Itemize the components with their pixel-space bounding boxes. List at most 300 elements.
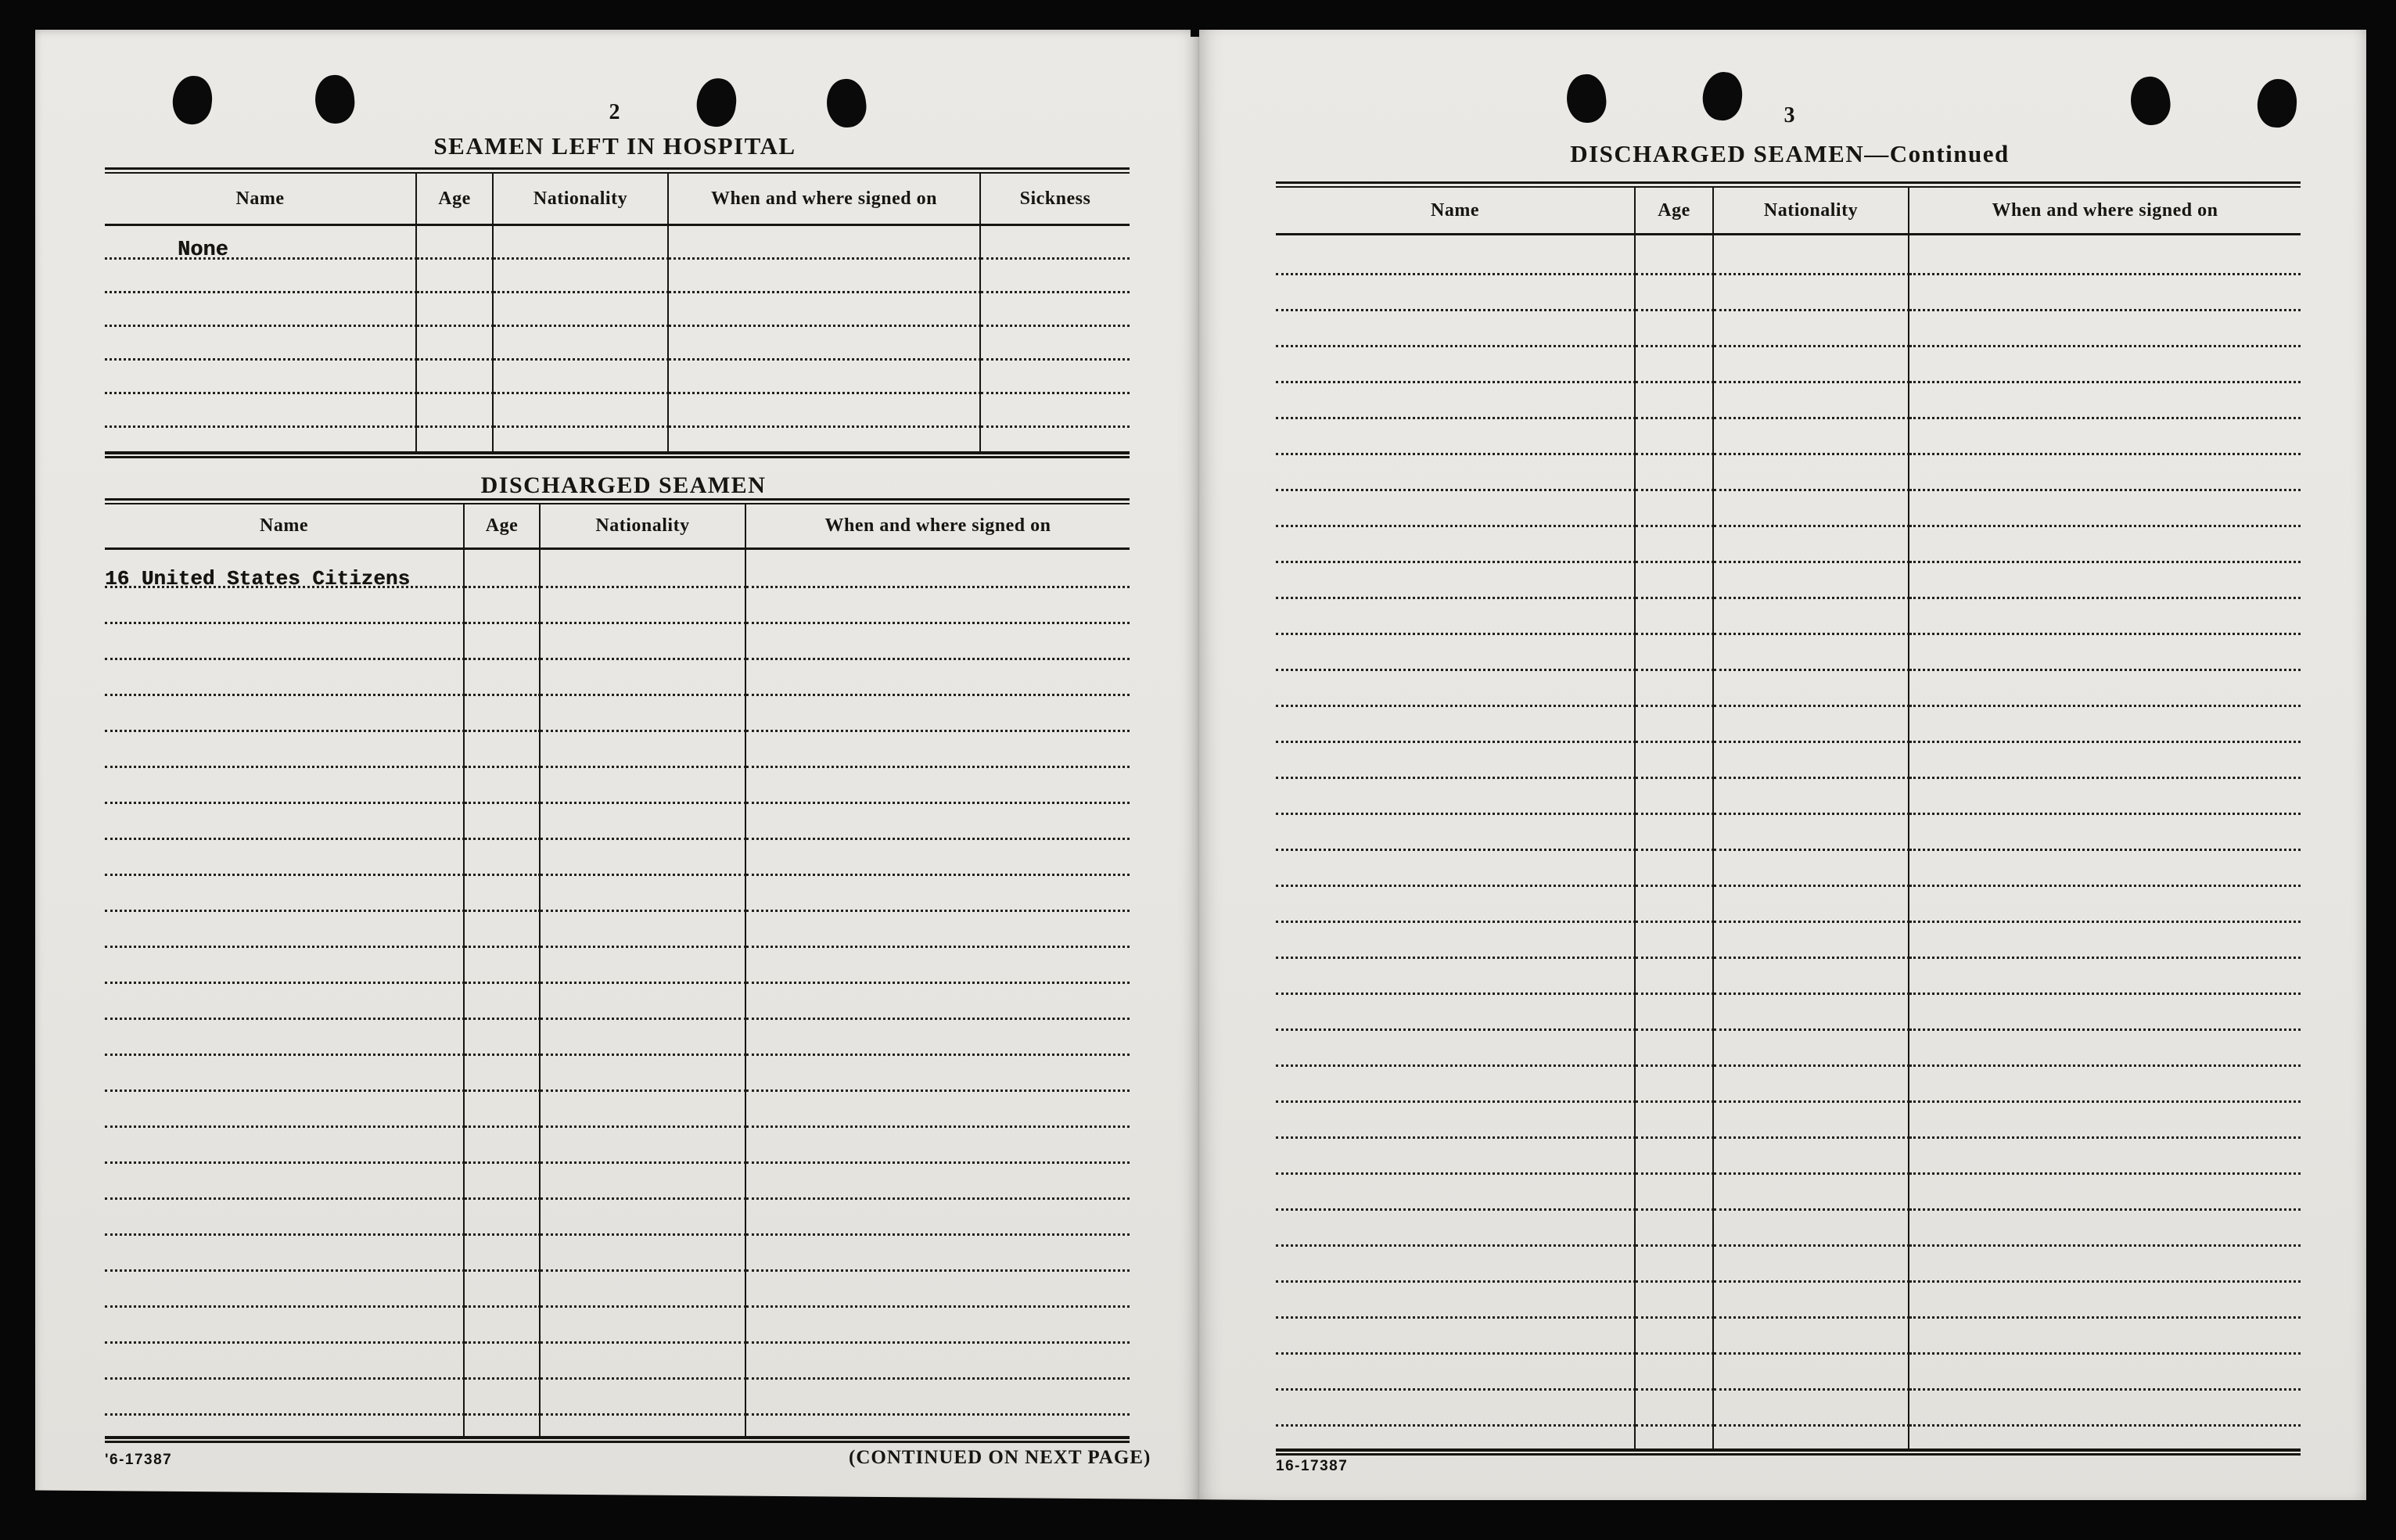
table-cell bbox=[1276, 347, 1636, 383]
column-header-nationality bbox=[541, 504, 746, 550]
table-row bbox=[1276, 1031, 2301, 1067]
table-cell bbox=[1909, 635, 2301, 671]
table-cell bbox=[746, 1272, 1130, 1308]
table-cell bbox=[541, 1200, 746, 1236]
table-cell bbox=[1714, 959, 1909, 995]
table-row bbox=[1276, 1175, 2301, 1211]
table-cell bbox=[1636, 995, 1714, 1031]
table-cell bbox=[1636, 419, 1714, 455]
table-cell bbox=[1909, 527, 2301, 563]
table-cell bbox=[1714, 1031, 1909, 1067]
table-cell bbox=[1276, 671, 1636, 707]
table-cell bbox=[105, 948, 465, 984]
table-filler-row bbox=[1276, 1427, 2301, 1448]
table-cell bbox=[1714, 887, 1909, 923]
table-row bbox=[105, 660, 1130, 696]
table-cell bbox=[1714, 743, 1909, 779]
table-cell bbox=[1909, 1247, 2301, 1283]
table-row bbox=[105, 1308, 1130, 1344]
table-row bbox=[1276, 779, 2301, 815]
table-cell bbox=[1636, 455, 1714, 491]
table-row bbox=[1276, 1319, 2301, 1355]
table-cell bbox=[1909, 1067, 2301, 1103]
table-cell bbox=[1714, 383, 1909, 419]
table-cell bbox=[1909, 887, 2301, 923]
table-row bbox=[1276, 235, 2301, 275]
table-cell bbox=[465, 732, 541, 768]
table-cell bbox=[1636, 887, 1714, 923]
table-cell bbox=[541, 1308, 746, 1344]
table-cell bbox=[1276, 275, 1636, 311]
table-row bbox=[1276, 1283, 2301, 1319]
table-cell bbox=[981, 260, 1130, 293]
table-cell bbox=[981, 394, 1130, 428]
table-cell bbox=[465, 588, 541, 624]
table-cell bbox=[1276, 923, 1636, 959]
table-row bbox=[1276, 815, 2301, 851]
table-row bbox=[105, 361, 1130, 394]
table-row bbox=[1276, 563, 2301, 599]
table-row bbox=[1276, 1247, 2301, 1283]
table-cell bbox=[1276, 419, 1636, 455]
table-cell bbox=[1714, 1175, 1909, 1211]
table-filler-row bbox=[105, 1416, 1130, 1436]
table-cell bbox=[494, 293, 669, 327]
table-row bbox=[105, 1020, 1130, 1056]
seamen-left-in-hospital-table bbox=[105, 167, 1130, 458]
table-cell bbox=[105, 1308, 465, 1344]
table-cell bbox=[1909, 311, 2301, 347]
table-cell bbox=[541, 876, 746, 912]
table-cell bbox=[105, 1056, 465, 1092]
table-row bbox=[1276, 599, 2301, 635]
table-cell bbox=[1909, 419, 2301, 455]
column-header-name bbox=[1276, 188, 1636, 235]
column-header-label: Name bbox=[1431, 199, 1479, 221]
punch-hole bbox=[694, 76, 739, 129]
table-row bbox=[1276, 419, 2301, 455]
table-cell bbox=[494, 394, 669, 428]
table-cell bbox=[541, 588, 746, 624]
punch-hole bbox=[824, 77, 868, 130]
table-cell bbox=[1276, 1139, 1636, 1175]
table-row bbox=[105, 696, 1130, 732]
table-cell bbox=[465, 696, 541, 732]
table-cell bbox=[1636, 779, 1714, 815]
table-row bbox=[105, 984, 1130, 1020]
table-cell bbox=[1636, 959, 1714, 995]
table-cell bbox=[105, 768, 465, 804]
table-row bbox=[105, 327, 1130, 361]
table-cell bbox=[1909, 815, 2301, 851]
table-cell bbox=[417, 327, 494, 361]
table-row bbox=[105, 260, 1130, 293]
column-header-name bbox=[105, 174, 417, 226]
table-cell bbox=[746, 804, 1130, 840]
table-cell bbox=[105, 327, 417, 361]
table-cell bbox=[1276, 779, 1636, 815]
table-cell bbox=[1276, 1067, 1636, 1103]
table-cell bbox=[1714, 527, 1909, 563]
table-cell bbox=[541, 1128, 746, 1164]
table-cell bbox=[746, 1092, 1130, 1128]
table-row bbox=[1276, 851, 2301, 887]
table-row bbox=[1276, 635, 2301, 671]
table-cell bbox=[1714, 635, 1909, 671]
continued-table-title: DISCHARGED SEAMEN—Continued bbox=[1570, 140, 2010, 167]
table-cell bbox=[1909, 1139, 2301, 1175]
table-cell bbox=[105, 588, 465, 624]
table-cell bbox=[669, 394, 981, 428]
table-cell bbox=[1714, 1355, 1909, 1391]
table-cell bbox=[105, 1092, 465, 1128]
table-cell bbox=[1636, 563, 1714, 599]
table-cell bbox=[1909, 275, 2301, 311]
punch-hole bbox=[171, 74, 214, 127]
table-cell bbox=[1714, 491, 1909, 527]
table-cell bbox=[1714, 1391, 1909, 1427]
table-cell bbox=[1714, 1247, 1909, 1283]
table-cell bbox=[1636, 383, 1714, 419]
table-cell bbox=[1276, 1031, 1636, 1067]
column-header-nationality bbox=[494, 174, 669, 226]
table-cell bbox=[465, 1272, 541, 1308]
table-cell bbox=[465, 1308, 541, 1344]
table-cell bbox=[541, 804, 746, 840]
table-cell bbox=[105, 1128, 465, 1164]
page-number: 2 bbox=[609, 100, 621, 124]
table-cell bbox=[1276, 235, 1636, 275]
table-cell bbox=[746, 1236, 1130, 1272]
table-cell bbox=[746, 696, 1130, 732]
table-cell bbox=[465, 804, 541, 840]
table-cell bbox=[746, 550, 1130, 588]
table-cell bbox=[1714, 995, 1909, 1031]
table-row bbox=[105, 394, 1130, 428]
table-row bbox=[1276, 1103, 2301, 1139]
table-cell bbox=[105, 912, 465, 948]
table-cell bbox=[417, 361, 494, 394]
table-filler-row bbox=[105, 428, 1130, 451]
table-cell bbox=[105, 1344, 465, 1380]
table-cell bbox=[494, 361, 669, 394]
table-cell bbox=[746, 984, 1130, 1020]
table-cell bbox=[417, 293, 494, 327]
table-cell bbox=[465, 948, 541, 984]
table-cell bbox=[1276, 1211, 1636, 1247]
table-cell bbox=[746, 588, 1130, 624]
table-cell bbox=[1636, 235, 1714, 275]
table-cell bbox=[1909, 851, 2301, 887]
table-cell bbox=[465, 1236, 541, 1272]
table-cell bbox=[746, 624, 1130, 660]
table-cell bbox=[746, 768, 1130, 804]
table-row bbox=[105, 732, 1130, 768]
table-cell bbox=[1276, 635, 1636, 671]
table-row bbox=[105, 912, 1130, 948]
table-row bbox=[1276, 671, 2301, 707]
table-cell bbox=[1714, 347, 1909, 383]
table-cell bbox=[1636, 635, 1714, 671]
table-cell bbox=[1276, 1283, 1636, 1319]
table-cell bbox=[465, 660, 541, 696]
discharged-seamen-continued-table bbox=[1276, 181, 2301, 1456]
typed-entry: 16 United States Citizens bbox=[105, 567, 411, 591]
table-row bbox=[105, 1056, 1130, 1092]
table-cell bbox=[1636, 1175, 1714, 1211]
table-row bbox=[1276, 743, 2301, 779]
table-cell bbox=[1636, 1391, 1714, 1427]
table-cell bbox=[1276, 1319, 1636, 1355]
table-cell bbox=[105, 1200, 465, 1236]
table-row bbox=[1276, 995, 2301, 1031]
column-header-when-and-where-signed-on bbox=[1909, 188, 2301, 235]
table-cell bbox=[105, 660, 465, 696]
table-cell bbox=[541, 1092, 746, 1128]
table-cell bbox=[465, 1128, 541, 1164]
table-cell bbox=[541, 696, 746, 732]
table-cell bbox=[105, 293, 417, 327]
table-row bbox=[1276, 527, 2301, 563]
table-cell bbox=[105, 1236, 465, 1272]
table-cell bbox=[465, 1344, 541, 1380]
table-cell bbox=[1276, 383, 1636, 419]
table-cell bbox=[746, 1164, 1130, 1200]
column-header-age bbox=[465, 504, 541, 550]
table-cell bbox=[465, 1020, 541, 1056]
table-cell bbox=[746, 1308, 1130, 1344]
table-cell bbox=[494, 226, 669, 260]
table-cell bbox=[1714, 1067, 1909, 1103]
table-row bbox=[105, 1128, 1130, 1164]
table-cell bbox=[541, 1236, 746, 1272]
table-row bbox=[1276, 311, 2301, 347]
table-row bbox=[1276, 455, 2301, 491]
table-cell bbox=[1714, 1211, 1909, 1247]
table-cell bbox=[541, 1344, 746, 1380]
table-cell bbox=[541, 1380, 746, 1416]
column-header-when-and-where-signed-on bbox=[746, 504, 1130, 550]
table-cell bbox=[981, 361, 1130, 394]
table-row bbox=[1276, 1211, 2301, 1247]
table-cell bbox=[417, 260, 494, 293]
table-cell bbox=[669, 260, 981, 293]
table-cell bbox=[1714, 1103, 1909, 1139]
table-cell bbox=[417, 226, 494, 260]
table-cell bbox=[1276, 743, 1636, 779]
table-cell bbox=[669, 361, 981, 394]
table-cell bbox=[746, 840, 1130, 876]
column-header-label: Age bbox=[485, 515, 519, 536]
table-cell bbox=[541, 768, 746, 804]
table-cell bbox=[105, 1272, 465, 1308]
table-cell bbox=[465, 1380, 541, 1416]
table-cell bbox=[541, 1164, 746, 1200]
table-cell bbox=[1276, 527, 1636, 563]
continuation-note: (CONTINUED ON NEXT PAGE) bbox=[849, 1447, 1151, 1468]
punch-hole bbox=[313, 74, 356, 125]
table-cell bbox=[1909, 707, 2301, 743]
column-header-age bbox=[1636, 188, 1714, 235]
table-cell bbox=[1636, 707, 1714, 743]
table-cell bbox=[1909, 1391, 2301, 1427]
table-cell bbox=[1636, 1319, 1714, 1355]
column-header-label: Nationality bbox=[595, 515, 690, 536]
table-cell bbox=[465, 876, 541, 912]
table-cell bbox=[465, 984, 541, 1020]
table-cell bbox=[746, 1344, 1130, 1380]
column-header-label: Age bbox=[438, 188, 471, 209]
table-cell bbox=[1276, 995, 1636, 1031]
table-cell bbox=[1636, 743, 1714, 779]
column-header-label: When and where signed on bbox=[711, 188, 937, 209]
table-cell bbox=[1714, 419, 1909, 455]
table-row bbox=[105, 1092, 1130, 1128]
table-cell bbox=[1636, 1067, 1714, 1103]
table-cell bbox=[1636, 815, 1714, 851]
table-row bbox=[1276, 1067, 2301, 1103]
table-cell bbox=[1714, 311, 1909, 347]
table-row bbox=[1276, 1355, 2301, 1391]
form-number: '6-17387 bbox=[105, 1452, 173, 1468]
table-cell bbox=[1636, 1247, 1714, 1283]
table-row bbox=[1276, 887, 2301, 923]
table-row bbox=[105, 1236, 1130, 1272]
table-cell bbox=[1714, 275, 1909, 311]
table-row bbox=[105, 1344, 1130, 1380]
table-cell bbox=[1636, 311, 1714, 347]
table-cell bbox=[1636, 671, 1714, 707]
table-cell bbox=[105, 876, 465, 912]
table-cell bbox=[1909, 455, 2301, 491]
table-cell bbox=[1636, 923, 1714, 959]
table-row bbox=[105, 840, 1130, 876]
table-cell bbox=[105, 394, 417, 428]
table-cell bbox=[541, 912, 746, 948]
table-cell bbox=[746, 1128, 1130, 1164]
table-row bbox=[105, 1164, 1130, 1200]
table-cell bbox=[746, 876, 1130, 912]
table-cell bbox=[541, 984, 746, 1020]
table-cell bbox=[746, 732, 1130, 768]
table-cell bbox=[105, 804, 465, 840]
table-cell bbox=[1909, 779, 2301, 815]
column-header-name bbox=[105, 504, 465, 550]
column-header-label: Name bbox=[235, 188, 285, 209]
table-cell bbox=[1276, 455, 1636, 491]
table-cell bbox=[1909, 383, 2301, 419]
table-cell bbox=[1909, 347, 2301, 383]
table-cell bbox=[1714, 1139, 1909, 1175]
table-cell bbox=[494, 260, 669, 293]
table-cell bbox=[669, 327, 981, 361]
punch-hole bbox=[1564, 73, 1608, 125]
table-cell bbox=[105, 984, 465, 1020]
table-cell bbox=[1909, 995, 2301, 1031]
table-cell bbox=[1714, 923, 1909, 959]
table-cell bbox=[465, 912, 541, 948]
table-cell bbox=[1636, 1103, 1714, 1139]
table-row bbox=[105, 876, 1130, 912]
typed-entry: None bbox=[178, 239, 228, 262]
table-cell bbox=[105, 840, 465, 876]
table-cell bbox=[1909, 1283, 2301, 1319]
punch-hole bbox=[2255, 77, 2298, 129]
table-cell bbox=[1714, 455, 1909, 491]
table-row bbox=[105, 1272, 1130, 1308]
column-header-label: Nationality bbox=[533, 188, 628, 209]
table-cell bbox=[1909, 1211, 2301, 1247]
table-cell bbox=[465, 1056, 541, 1092]
table-cell bbox=[105, 732, 465, 768]
table-cell bbox=[105, 361, 417, 394]
table-cell bbox=[465, 624, 541, 660]
table-cell bbox=[541, 1020, 746, 1056]
table-row bbox=[105, 948, 1130, 984]
discharged-table-title: DISCHARGED SEAMEN bbox=[480, 472, 767, 498]
discharged-seamen-table bbox=[105, 498, 1130, 1443]
column-header-when-and-where-signed-on bbox=[669, 174, 981, 226]
hospital-table-title: SEAMEN LEFT IN HOSPITAL bbox=[433, 132, 796, 160]
table-cell bbox=[1909, 599, 2301, 635]
table-cell bbox=[1276, 491, 1636, 527]
table-cell bbox=[105, 1380, 465, 1416]
table-cell bbox=[1636, 1283, 1714, 1319]
column-header-label: Age bbox=[1658, 199, 1690, 221]
table-row bbox=[1276, 1139, 2301, 1175]
table-cell bbox=[1276, 1355, 1636, 1391]
table-cell bbox=[105, 226, 417, 260]
table-cell bbox=[465, 768, 541, 804]
table-row bbox=[105, 1380, 1130, 1416]
table-cell bbox=[1276, 1103, 1636, 1139]
table-cell bbox=[1714, 563, 1909, 599]
table-cell bbox=[541, 624, 746, 660]
table-cell bbox=[541, 1056, 746, 1092]
table-cell bbox=[981, 293, 1130, 327]
table-cell bbox=[1714, 599, 1909, 635]
table-cell bbox=[1714, 235, 1909, 275]
table-cell bbox=[1714, 1283, 1909, 1319]
table-cell bbox=[541, 660, 746, 696]
table-cell bbox=[1276, 1175, 1636, 1211]
left-page bbox=[35, 30, 1198, 1500]
table-row bbox=[105, 768, 1130, 804]
table-cell bbox=[465, 1092, 541, 1128]
table-cell bbox=[1636, 599, 1714, 635]
column-header-label: Sickness bbox=[1019, 188, 1091, 209]
column-header-age bbox=[417, 174, 494, 226]
table-cell bbox=[541, 550, 746, 588]
table-cell bbox=[1276, 311, 1636, 347]
table-row bbox=[105, 624, 1130, 660]
table-row bbox=[1276, 491, 2301, 527]
table-cell bbox=[1714, 779, 1909, 815]
table-cell bbox=[1909, 671, 2301, 707]
table-cell bbox=[105, 1020, 465, 1056]
table-row bbox=[105, 226, 1130, 260]
table-cell bbox=[494, 327, 669, 361]
table-cell bbox=[465, 1164, 541, 1200]
table-cell bbox=[1909, 743, 2301, 779]
column-header-label: When and where signed on bbox=[824, 515, 1051, 536]
table-cell bbox=[746, 948, 1130, 984]
table-cell bbox=[981, 226, 1130, 260]
table-cell bbox=[1276, 887, 1636, 923]
table-cell bbox=[417, 394, 494, 428]
table-row bbox=[1276, 347, 2301, 383]
column-header-label: When and where signed on bbox=[1992, 199, 2218, 221]
